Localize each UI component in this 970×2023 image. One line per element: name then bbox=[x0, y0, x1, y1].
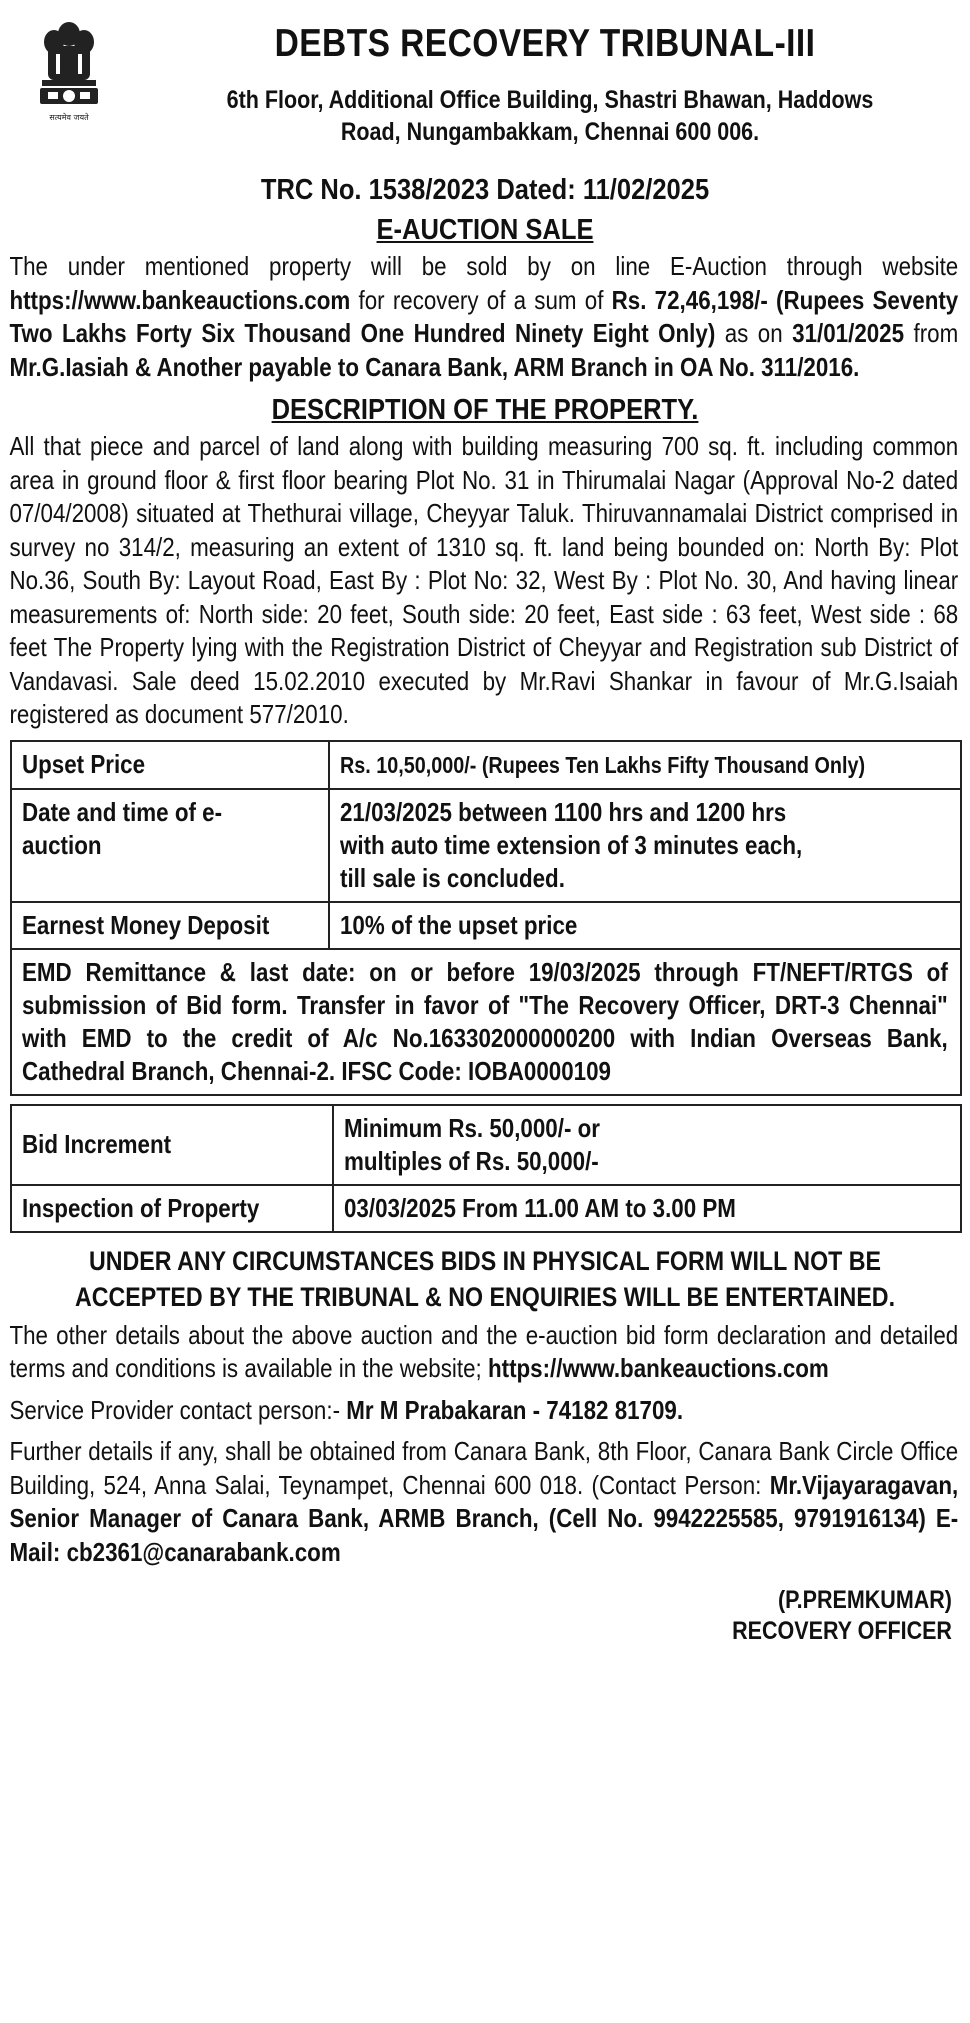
physical-bid-notice: UNDER ANY CIRCUMSTANCES BIDS IN PHYSICAL FORM WILL NOT BE ACCEPTED BY THE TRIBUNAL & NO ENQUIRIES WILL BE ENTERTAINED. bbox=[74, 1245, 896, 1312]
website-link[interactable]: https://www.bankeauctions.com bbox=[9, 284, 351, 315]
table-row bbox=[11, 949, 961, 1095]
table-row bbox=[11, 1105, 961, 1185]
officer-name: (P.PREMKUMAR) bbox=[777, 1586, 952, 1614]
other-details: The other details about the above auction and the e-auction bid form declaration and detailed terms and conditions is available in the website; https://www.bankeauctions.com bbox=[9, 1319, 959, 1383]
tribunal-address: 6th Floor, Additional Office Building, Shastri Bhawan, Haddows Road, Nungambakkam, Chennai 600 006. bbox=[226, 86, 874, 146]
emd-remittance: EMD Remittance & last date: on or before 19/03/2025 through FT/NEFT/RTGS of submission of Bid form. Transfer in favor of "The Recovery Officer, DRT-3 Chennai" with EMD to the credit of A/c No.163302000000200 with Indian Overseas Bank, Cathedral Branch, Chennai-2. IFSC Code: IOBA0000109 bbox=[11, 949, 961, 1095]
auction-title: E-AUCTION SALE bbox=[376, 214, 594, 246]
bid-increment-label: Bid Increment bbox=[11, 1105, 333, 1185]
intro-paragraph: The under mentioned property will be sold by on line E-Auction through website https://www.bankeauctions.com for recovery of a sum of Rs. 72,46,198/- (Rupees Seventy Two Lakhs Forty Six Thousand One Hundred Ninety Eight Only) as on 31/01/2025 from Mr.G.Iasiah & Another payable to Canara Bank, ARM Branch in OA No. 311/2016. bbox=[9, 251, 959, 382]
officer-designation: RECOVERY OFFICER bbox=[732, 1617, 952, 1645]
table-row bbox=[11, 1185, 961, 1232]
inspection-label: Inspection of Property bbox=[11, 1185, 333, 1232]
emd-value: 10% of the upset price bbox=[329, 902, 962, 949]
page-title: DEBTS RECOVERY TRIBUNAL-III bbox=[274, 22, 816, 65]
parties: Mr.G.Iasiah & Another payable to Canara Bank, ARM Branch in OA No. 311/2016. bbox=[9, 351, 860, 382]
auction-date-value: 21/03/2025 between 1100 hrs and 1200 hrs with auto time extension of 3 minutes each, till sale is concluded. bbox=[329, 789, 962, 902]
upset-price-label: Upset Price bbox=[11, 741, 329, 789]
service-provider: Service Provider contact person:- Mr M Prabakaran - 74182 81709. bbox=[9, 1394, 684, 1425]
trc-number: TRC No. 1538/2023 Dated: 11/02/2025 bbox=[260, 174, 710, 206]
auction-date-label: Date and time of e-auction bbox=[11, 789, 329, 902]
table-row bbox=[11, 789, 961, 902]
inspection-value: 03/03/2025 From 11.00 AM to 3.00 PM bbox=[333, 1185, 961, 1232]
national-emblem-icon bbox=[34, 12, 104, 130]
bid-increment-value: Minimum Rs. 50,000/- or multiples of Rs. 50,000/- bbox=[333, 1105, 961, 1185]
table-row bbox=[11, 902, 961, 949]
website-link-2[interactable]: https://www.bankeauctions.com bbox=[487, 1353, 829, 1383]
description-title: DESCRIPTION OF THE PROPERTY. bbox=[271, 394, 699, 426]
auction-details-table bbox=[10, 740, 962, 1096]
emd-label: Earnest Money Deposit bbox=[11, 902, 329, 949]
svg-text:सत्यमेव जयते: सत्यमेव जयते bbox=[49, 113, 89, 122]
further-details: Further details if any, shall be obtained from Canara Bank, 8th Floor, Canara Bank Circle Office Building, 524, Anna Salai, Teynampet, Chennai 600 018. (Contact Person: Mr.Vijayaragavan, Senior Manager of Canara Bank, ARMB Branch, (Cell No. 9942225585, 9791916134) E-Mail: cb2361@canarabank.com bbox=[9, 1436, 959, 1567]
bid-details-table bbox=[10, 1104, 962, 1233]
upset-price-value: Rs. 10,50,000/- (Rupees Ten Lakhs Fifty Thousand Only) bbox=[329, 741, 962, 789]
signature-block bbox=[140, 1585, 964, 1647]
recovery-amount: Rs. 72,46,198/- (Rupees Seventy Two Lakhs Forty Six Thousand One Hundred Ninety Eight Only) bbox=[9, 284, 959, 348]
property-description: All that piece and parcel of land along with building measuring 700 sq. ft. including common area in ground floor & first floor bearing Plot No. 31 in Thirumalai Nagar (Approval No-2 dated 07/04/2008) situated at Thethurai village, Cheyyar Taluk. Thiruvannamalai District comprised in survey no 314/2, measuring an extent of 1310 sq. ft. land being bounded on: North By: Plot No.36, South By: Layout Road, East By : Plot No: 32, West By : Plot No. 30, And having linear measurements of: North side: 20 feet, South side: 20 feet, East side : 63 feet, West side : 68 feet The Property lying with the Registration District of Cheyyar and Registration sub District of Vandavasi. Sale deed 15.02.2010 executed by Mr.Ravi Shankar in favour of Mr.G.Isaiah registered as document 577/2010. bbox=[9, 431, 959, 729]
service-contact: Mr M Prabakaran - 74182 81709. bbox=[346, 1394, 684, 1425]
table-row bbox=[11, 741, 961, 789]
header bbox=[6, 0, 964, 150]
contact-person: Mr.Vijayaragavan, Senior Manager of Canara Bank, ARMB Branch, (Cell No. 9942225585, 9791916134) E-Mail: cb2361@canarabank.com bbox=[9, 1469, 959, 1567]
amount-date: 31/01/2025 bbox=[792, 318, 905, 348]
